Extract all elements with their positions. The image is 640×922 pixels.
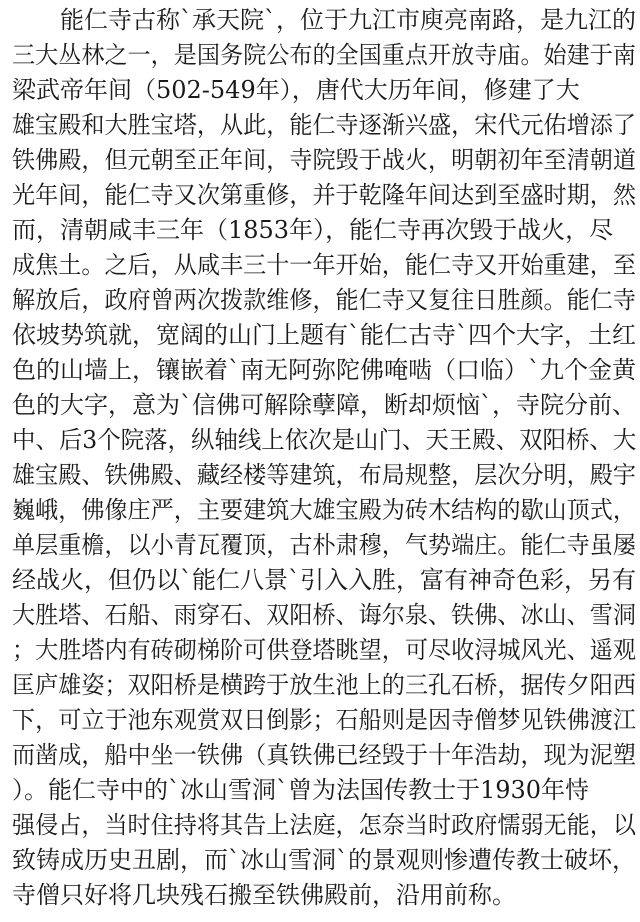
text-line: 下，可立于池东观赏双日倒影；石船则是因寺僧梦见铁佛渡江 <box>12 706 636 734</box>
text-line: 单层重檐，以小青瓦覆顶，古朴肃穆，气势端庄。能仁寺虽屡 <box>12 531 636 559</box>
text-line: 匡庐雄姿；双阳桥是横跨于放生池上的三孔石桥，据传夕阳西 <box>12 671 636 699</box>
text-line: ；大胜塔内有砖砌梯阶可供登塔眺望，可尽收浔城风光、遥观 <box>12 636 636 664</box>
text-line: 色的山墙上，镶嵌着`南无阿弥陀佛唵啮（口临）`九个金黄 <box>12 356 636 384</box>
text-line: ）。能仁寺中的`冰山雪洞`曾为法国传教士于1930年恃 <box>12 776 590 804</box>
text-line: 大胜塔、石船、雨穿石、双阳桥、诲尔泉、铁佛、冰山、雪洞 <box>12 601 636 629</box>
text-line: 强侵占，当时住持将其告上法庭，怎奈当时政府懦弱无能，以 <box>12 811 636 839</box>
text-line: 而，清朝咸丰三年（1853年），能仁寺再次毁于战火，尽 <box>12 216 614 244</box>
text-line: 巍峨，佛像庄严，主要建筑大雄宝殿为砖木结构的歇山顶式， <box>12 496 636 524</box>
text-line: 解放后，政府曾两次拨款维修，能仁寺又复往日胜颜。能仁寺 <box>12 286 636 314</box>
text-line: 梁武帝年间（502-549年），唐代大历年间，修建了大 <box>12 76 580 104</box>
text-line: 而凿成，船中坐一铁佛（真铁佛已经毁于十年浩劫，现为泥塑 <box>12 741 636 769</box>
text-line: 铁佛殿，但元朝至正年间，寺院毁于战火，明朝初年至清朝道 <box>12 146 636 174</box>
text-line: 雄宝殿和大胜宝塔，从此，能仁寺逐渐兴盛，宋代元佑增添了 <box>12 111 636 139</box>
text-line: 致铸成历史丑剧，而`冰山雪洞`的景观则惨遭传教士破坏， <box>12 846 636 874</box>
text-line: 依坡势筑就，宽阔的山门上题有`能仁古寺`四个大字，土红 <box>12 321 636 349</box>
text-line: 中、后3个院落，纵轴线上依次是山门、天王殿、双阳桥、大 <box>12 426 637 454</box>
text-line: 寺僧只好将几块残石搬至铁佛殿前，沿用前称。 <box>12 881 516 909</box>
text-line: 雄宝殿、铁佛殿、藏经楼等建筑，布局规整，层次分明，殿宇 <box>12 461 636 489</box>
text-line: 色的大字，意为`信佛可解除孽障，断却烦恼`，寺院分前、 <box>12 391 636 419</box>
text-line: 成焦土。之后，从咸丰三十一年开始，能仁寺又开始重建，至 <box>12 251 636 279</box>
text-line: 光年间，能仁寺又次第重修，并于乾隆年间达到至盛时期，然 <box>12 181 636 209</box>
text-line: 三大丛林之一，是国务院公布的全国重点开放寺庙。始建于南 <box>12 41 636 69</box>
text-line: 经战火，但仍以`能仁八景`引入入胜，富有神奇色彩，另有 <box>12 566 636 594</box>
text-line: 能仁寺古称`承天院`，位于九江市庾亮南路，是九江的 <box>12 6 636 34</box>
